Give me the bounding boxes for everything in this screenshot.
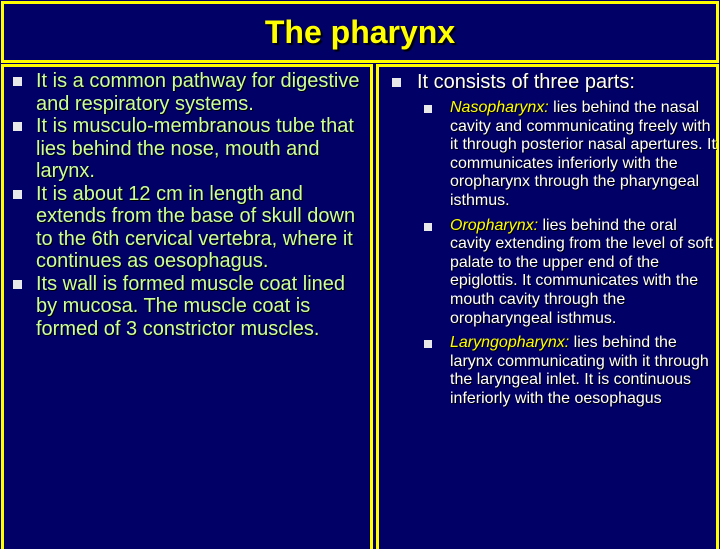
part-item-laryngopharynx [379,334,716,408]
slide-title: The pharynx [264,13,456,50]
title-bar [1,1,719,63]
left-bullet-text: It is about 12 cm in length and extends from the base of skull down to the 6th cervical vertebra, where it continues as oesophagus. [36,182,356,272]
parts-heading: It consists of three parts: [417,71,635,93]
left-bullet-list [4,70,370,340]
left-bullet-item [4,183,370,273]
left-bullet-text: Its wall is formed muscle coat lined by mucosa. The muscle coat is formed of 3 constrictor muscles. [36,272,346,340]
part-term: Oropharynx: [450,216,539,234]
square-bullet-icon [424,105,432,113]
left-bullet-item [4,115,370,183]
square-bullet-icon [424,340,432,348]
part-term: Nasopharynx: [450,99,549,116]
left-bullet-item [4,70,370,115]
parts-list [379,99,716,409]
left-bullet-item [4,273,370,341]
parts-heading-item [379,70,716,94]
part-description: lies behind the nasal cavity and communicating freely with it through posterior nasal apertures. It communicates inferiorly with the oropharynx through the pharyngeal isthmus. [450,99,716,209]
square-bullet-icon [13,122,22,131]
right-panel [376,64,719,549]
square-bullet-icon [13,190,22,199]
left-bullet-text: It is a common pathway for digestive and respiratory systems. [36,70,360,115]
left-bullet-text: It is musculo-membranous tube that lies behind the nose, mouth and larynx. [36,115,354,182]
part-description: lies behind the oral cavity extending from the level of soft palate to the upper end of the epiglottis. It communicates with the mouth cavity through the oropharyngeal isthmus. [450,216,714,327]
part-item-oropharynx [379,217,716,329]
square-bullet-icon [13,77,22,86]
square-bullet-icon [392,78,401,87]
square-bullet-icon [424,223,432,231]
left-panel [1,64,373,549]
part-term: Laryngopharynx: [450,334,570,352]
square-bullet-icon [13,280,22,289]
part-item-nasopharynx [379,99,716,211]
part-description: lies behind the larynx communicating with it through the laryngeal inlet. It is continuous inferiorly with the oesophagus [450,334,709,407]
